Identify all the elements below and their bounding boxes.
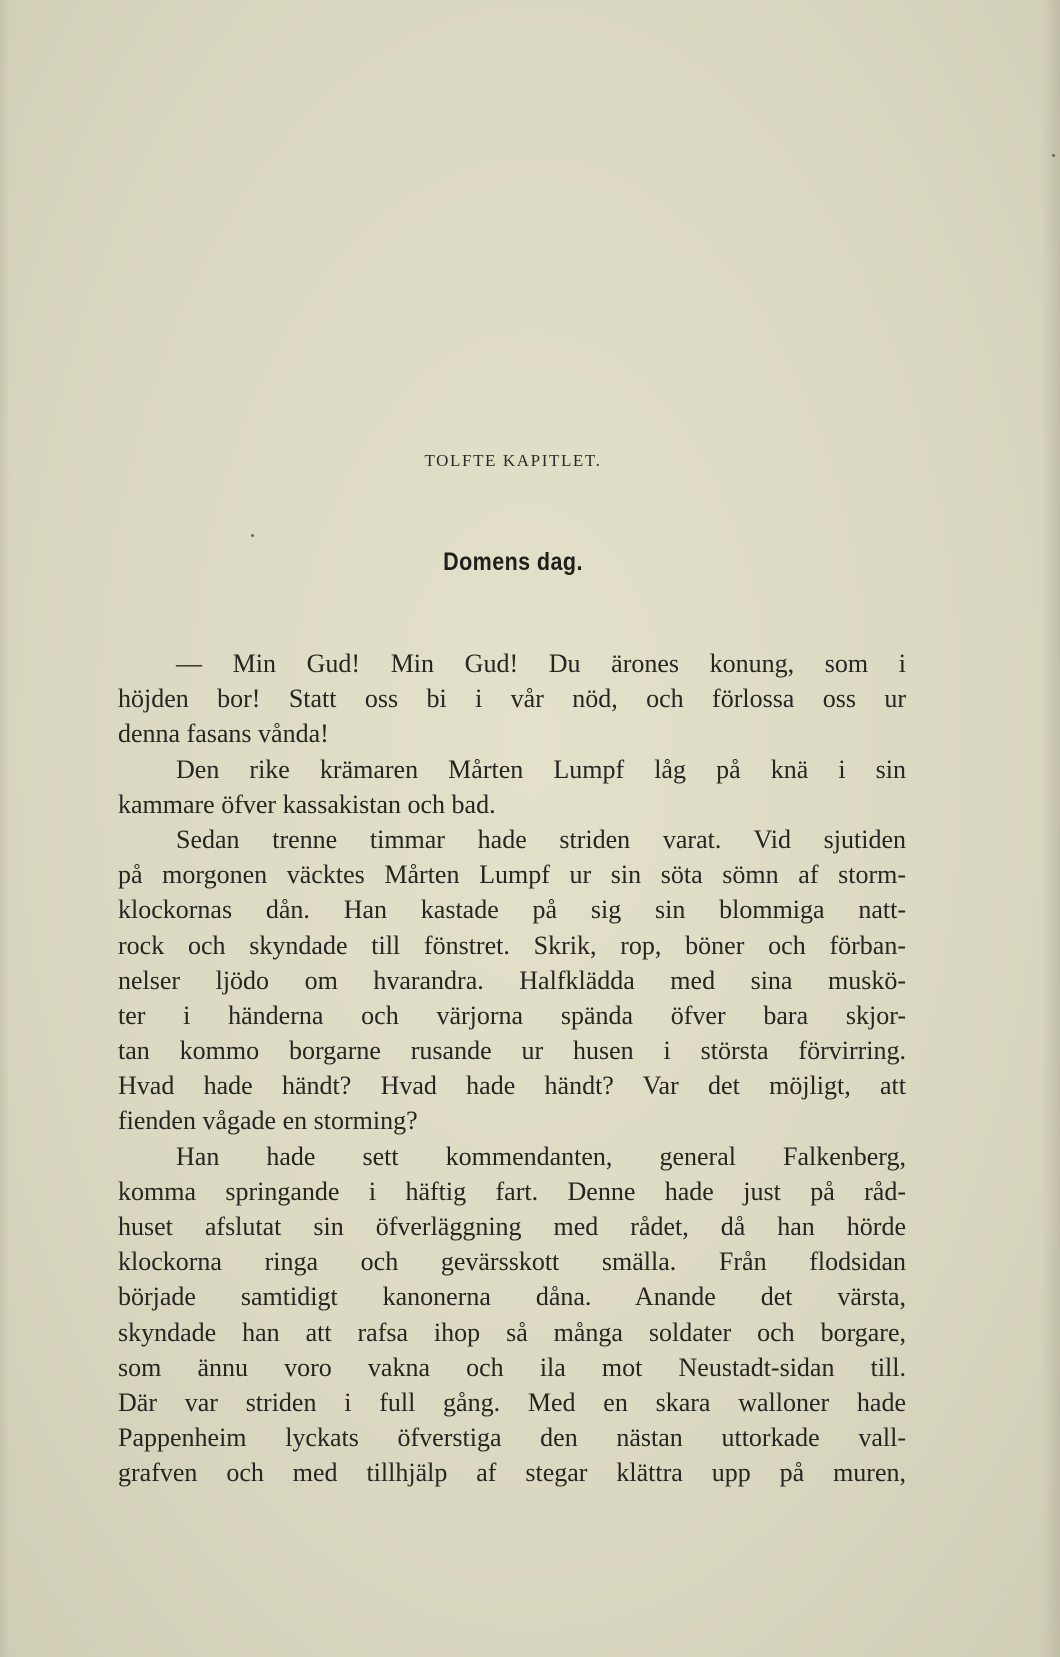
text-line: skyndade han att rafsa ihop så många soldater och borgare, bbox=[118, 1317, 906, 1347]
text-line: Sedan trenne timmar hade striden varat. Vid sjutiden bbox=[176, 824, 906, 854]
body-text bbox=[118, 646, 906, 1491]
text-line: denna fasans vånda! bbox=[118, 719, 329, 749]
text-line: Han hade sett kommendanten, general Falkenberg, bbox=[176, 1141, 906, 1171]
text-line: fienden vågade en storming? bbox=[118, 1106, 418, 1136]
text-line: ter i händerna och värjorna spända öfver bara skjor- bbox=[118, 1000, 906, 1030]
text-line: klockorna ringa och gevärsskott smälla. Från flodsidan bbox=[118, 1247, 906, 1277]
text-line: Pappenheim lyckats öfverstiga den nästan uttorkade vall- bbox=[118, 1423, 906, 1453]
page-right-shadow bbox=[1042, 0, 1060, 1657]
chapter-label: TOLFTE KAPITLET. bbox=[424, 451, 602, 470]
text-line: nelser ljödo om hvarandra. Halfklädda med sina muskö- bbox=[118, 965, 906, 995]
text-line: började samtidigt kanonerna dåna. Anande det värsta, bbox=[118, 1282, 906, 1312]
text-line: — Min Gud! Min Gud! Du ärones konung, som i bbox=[176, 649, 906, 678]
text-line: höjden bor! Statt oss bi i vår nöd, och förlossa oss ur bbox=[118, 684, 906, 714]
paper-speck bbox=[251, 534, 254, 537]
page-left-shadow bbox=[0, 0, 10, 1657]
text-line: tan kommo borgarne rusande ur husen i största förvirring. bbox=[118, 1036, 906, 1066]
text-line: komma springande i häftig fart. Denne hade just på råd- bbox=[118, 1176, 906, 1206]
text-line: rock och skyndade till fönstret. Skrik, rop, böner och förban- bbox=[118, 930, 906, 960]
text-line: Den rike krämaren Mårten Lumpf låg på knä i sin bbox=[176, 754, 906, 784]
text-line: som ännu voro vakna och ila mot Neustadt-sidan till. bbox=[118, 1352, 906, 1382]
text-line: Där var striden i full gång. Med en skara walloner hade bbox=[118, 1387, 906, 1417]
text-line: klockornas dån. Han kastade på sig sin blommiga natt- bbox=[118, 895, 906, 925]
text-line: Hvad hade händt? Hvad hade händt? Var det möjligt, att bbox=[118, 1071, 906, 1101]
text-line: grafven och med tillhjälp af stegar klättra upp på muren, bbox=[118, 1458, 906, 1488]
text-line: huset afslutat sin öfverläggning med rådet, då han hörde bbox=[118, 1212, 906, 1241]
paper-speck bbox=[1052, 154, 1055, 157]
chapter-title: Domens dag. bbox=[443, 548, 583, 576]
text-line: kammare öfver kassakistan och bad. bbox=[118, 789, 496, 819]
text-line: på morgonen väcktes Mårten Lumpf ur sin söta sömn af storm- bbox=[118, 860, 906, 890]
